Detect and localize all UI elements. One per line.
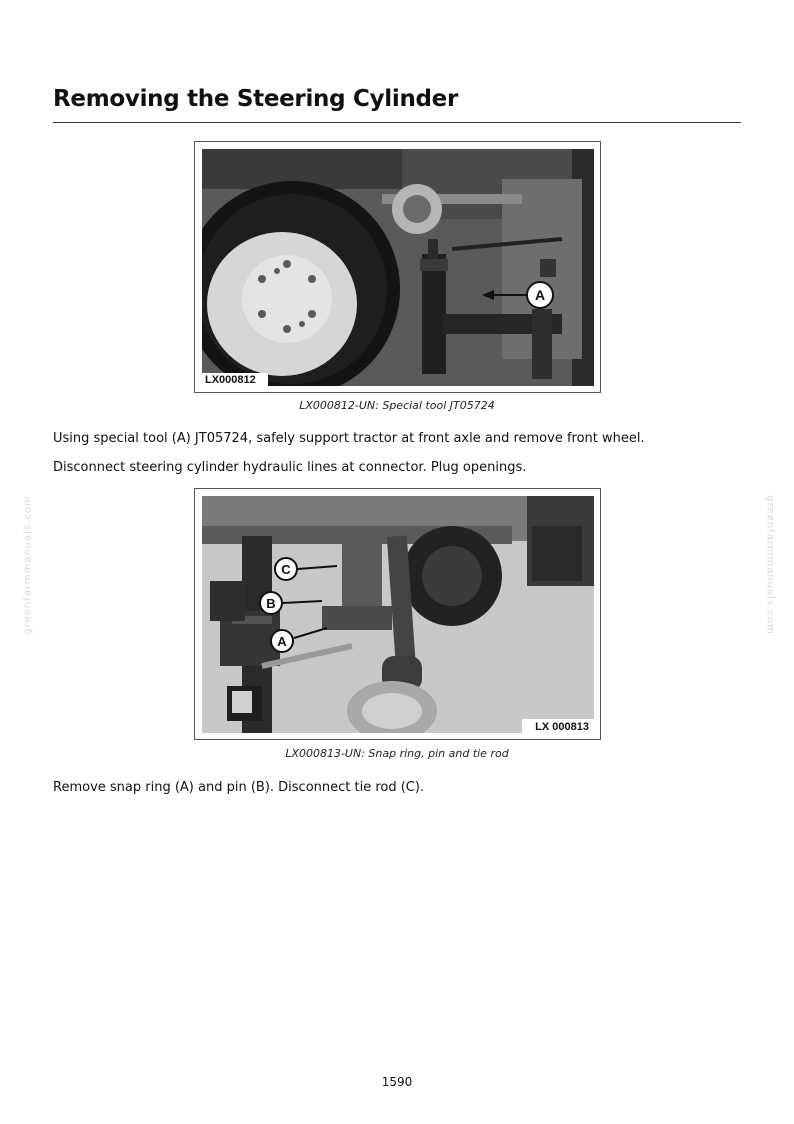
callout-a: A (534, 287, 546, 303)
figure-caption: LX000813-UN: Snap ring, pin and tie rod (285, 747, 509, 760)
photo-snap-ring (202, 496, 594, 733)
paragraph: Disconnect steering cylinder hydraulic lines at connector. Plug openings. (53, 460, 527, 475)
figure-special-tool (194, 141, 601, 393)
watermark-left: greenfarmmanuals.com (22, 495, 34, 635)
photo-special-tool (202, 149, 594, 386)
image-label: LX000812 (205, 374, 256, 386)
figure-caption: LX000812-UN: Special tool JT05724 (299, 399, 495, 412)
callout-b: B (266, 596, 276, 611)
image-label: LX 000813 (535, 721, 589, 733)
figure-snap-ring (194, 488, 601, 740)
page-number: 1590 (381, 1075, 413, 1089)
callout-c: C (281, 562, 291, 577)
callout-a: A (277, 634, 287, 649)
title-divider (53, 122, 741, 123)
paragraph: Using special tool (A) JT05724, safely support tractor at front axle and remove front wheel. (53, 431, 645, 446)
paragraph: Remove snap ring (A) and pin (B). Disconnect tie rod (C). (53, 780, 425, 795)
watermark-right: greenfarmmanuals.com (764, 495, 776, 635)
page-title: Removing the Steering Cylinder (53, 86, 459, 112)
